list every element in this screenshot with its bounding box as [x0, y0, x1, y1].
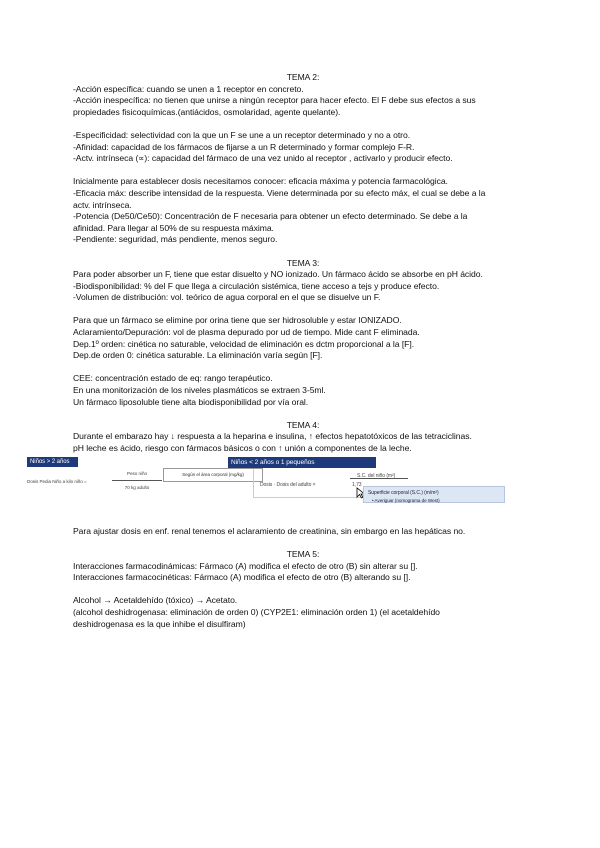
- formula-note: Según el área corporal (mg/kg): [163, 468, 263, 482]
- section-title-tema4: TEMA 4:: [286, 419, 320, 430]
- formula-tooltip: [363, 486, 505, 503]
- text-line: (alcohol deshidrogenasa: eliminación de orden 0) (CYP2E1: eliminación orden 1) (el acetaldehído: [73, 606, 440, 617]
- text-line: Dep.de orden 0: cinética saturable. La eliminación varía según [F].: [73, 350, 323, 361]
- text-line: propiedades fisicoquímicas.(antiácidos, osmolaridad, agente quelante).: [73, 106, 341, 117]
- fraction-bar: [350, 478, 408, 479]
- fraction-numerator: S.C. del niño (m²): [357, 472, 396, 479]
- text-line: -Actv. intrínseca (∝): capacidad del fármaco de una vez unido al receptor , activarlo y producir efecto.: [73, 153, 453, 164]
- text-line: Para que un fármaco se elimine por orina tiene que ser hidrosoluble y estar IONIZADO.: [73, 315, 402, 326]
- text-line: -Potencia (De50/Ce50): Concentración de F necesaria para obtener un efecto determinado. Se debe a la: [73, 211, 468, 222]
- fraction-numerator: Peso niño: [112, 468, 162, 482]
- fraction-denominator: 1,73: [352, 481, 362, 488]
- text-line: deshidrogenasa es la que inhibe el disulfiram): [73, 618, 246, 629]
- text-line: actv. intrínseca.: [73, 199, 132, 210]
- text-line: -Acción específica: cuando se unen a 1 receptor en concreto.: [73, 83, 304, 94]
- text-line: Durante el embarazo hay ↓ respuesta a la heparina e insulina, ↑ efectos hepatotóxicos de las tetraciclinas.: [73, 431, 472, 442]
- section-title-tema3: TEMA 3:: [286, 257, 320, 268]
- section-title-tema2: TEMA 2:: [286, 72, 320, 82]
- text-line: Interacciones farmacocinéticas: Fármaco (A) modifica el efecto de otro (B) alterando su [].: [73, 572, 411, 583]
- section-title-tema5: TEMA 5:: [286, 548, 320, 559]
- figure-header: Niños > 2 años: [27, 457, 78, 467]
- text-line: afinidad. Para llegar al 50% de su respuesta máxima.: [73, 222, 274, 233]
- figure-header: Niños < 2 años o 1 pequeños: [228, 457, 376, 468]
- text-line: -Eficacia máx: describe intensidad de la respuesta. Viene determinada por su efecto máx, el cual se debe a la: [73, 187, 486, 198]
- text-line: -Afinidad: capacidad de los fármacos de fijarse a un R determinado y formar complejo F-R.: [73, 141, 415, 152]
- text-line: CEE: concentración estado de eq: rango terapéutico.: [73, 373, 273, 384]
- formula-text: Dosis Pedia Niño a kilo niño =: [27, 478, 87, 484]
- text-line: -Especificidad: selectividad con la que un F se une a un receptor determinado y no a otro.: [73, 129, 411, 140]
- text-line: Aclaramiento/Depuración: vol de plasma depurado por ud de tiempo. Mide cant F eliminada.: [73, 327, 420, 338]
- text-line: Inicialmente para establecer dosis necesitamos conocer: eficacia máxima y potencia farmacológica.: [73, 176, 448, 187]
- text-line: -Pendiente: seguridad, más pendiente, menos seguro.: [73, 234, 278, 245]
- text-line: -Biodisponibilidad: % del F que llega a circulación sistémica, tiene acceso a tejs y produce efecto.: [73, 280, 440, 291]
- text-line: Para ajustar dosis en enf. renal tenemos el aclaramiento de creatinina, sin embargo en las hepáticas no.: [73, 525, 466, 536]
- tooltip-line: Superficie corporal (S.C.) (m/m²): [368, 489, 439, 496]
- tooltip-line: • Averiguar (nomograma de West): [372, 497, 440, 503]
- document-body: [27, 72, 533, 630]
- text-line: Para poder absorber un F, tiene que estar disuelto y NO ionizado. Un fármaco ácido se absorbe en pH ácido.: [73, 269, 483, 280]
- pediatric-dose-formula-under-2: [228, 457, 508, 503]
- text-line: Interacciones farmacodinámicas: Fármaco (A) modifica el efecto de otro (B) sin alterar su [].: [73, 560, 418, 571]
- fraction-denominator: 70 kg adulto: [124, 485, 150, 491]
- text-line: Dep.1º orden: cinética no saturable, velocidad de eliminación es dctm proporcional a la [F].: [73, 338, 415, 349]
- formula-text: Dosis · Dosis del adulto ×: [260, 481, 316, 488]
- text-line: -Volumen de distribución: vol. teórico de agua corporal en el que se disuelve un F.: [73, 292, 381, 303]
- text-line: pH leche es ácido, riesgo con fármacos básicos o con ↑ unión a componentes de la leche.: [73, 443, 412, 453]
- formula-fraction: [112, 468, 162, 494]
- text-line: Alcohol → Acetaldehído (tóxico) → Acetato.: [73, 595, 238, 606]
- text-line: Un fármaco liposoluble tiene alta biodisponibilidad por vía oral.: [73, 396, 309, 407]
- text-line: -Acción inespecífica: no tienen que unirse a ningún receptor para hacer efecto. El F debe sus efectos a sus: [73, 95, 476, 106]
- dosage-formula-figure: [27, 457, 533, 503]
- text-line: En una monitorización de los niveles plasmáticos se extraen 3-5ml.: [73, 385, 326, 396]
